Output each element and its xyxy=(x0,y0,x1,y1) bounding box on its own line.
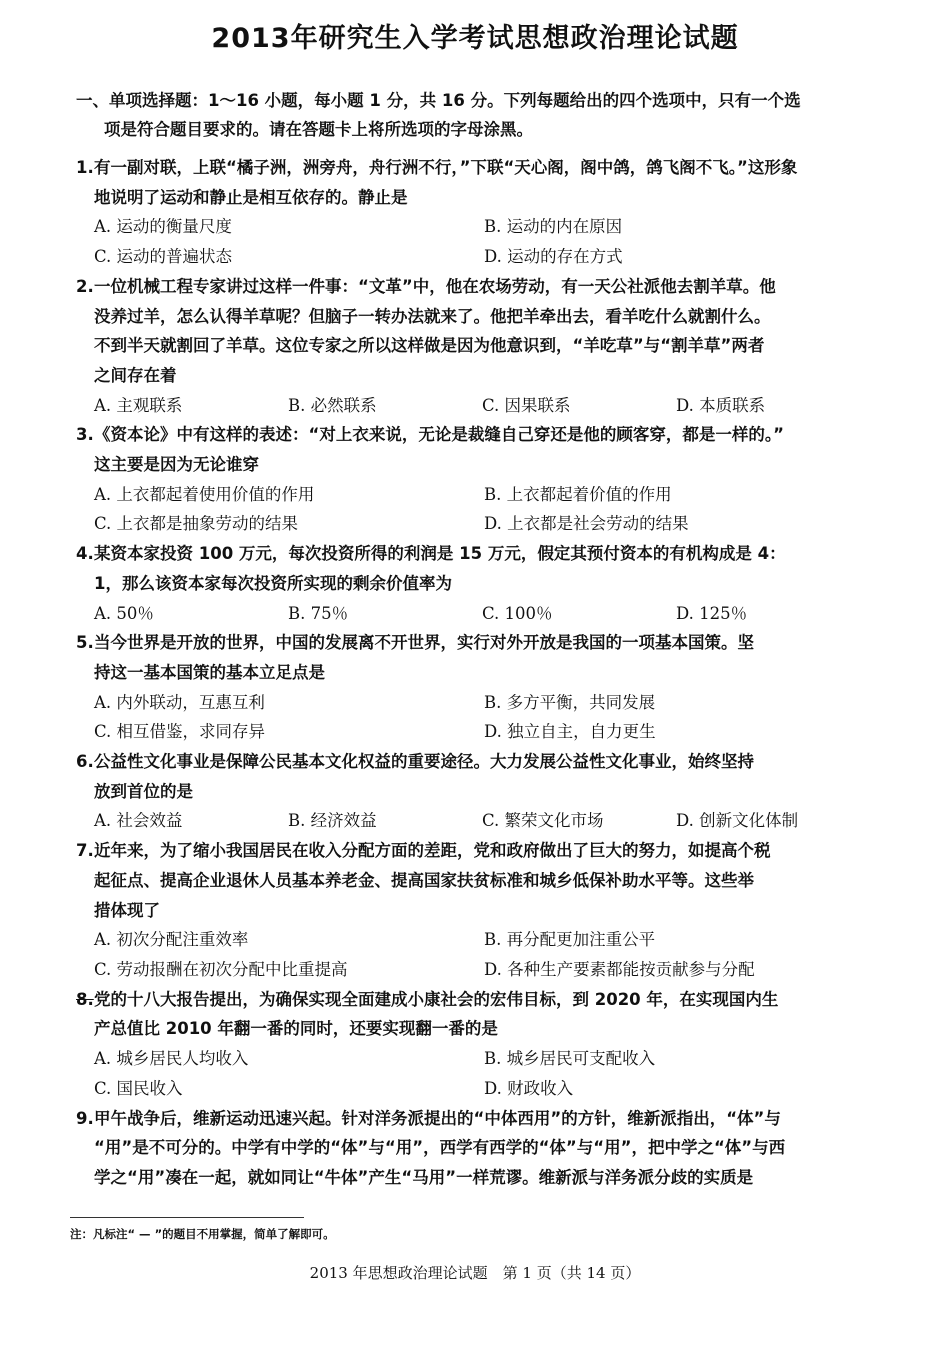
option-c: C. 繁荣文化市场 xyxy=(482,811,604,831)
question-stem xyxy=(76,420,876,479)
question-text: 学之“用”凑在一起，就如同让“牛体”产生“马用”一样荒谬。维新派与洋务派分歧的实质是 xyxy=(94,1167,754,1187)
option-list xyxy=(76,212,876,271)
option-c: C. 因果联系 xyxy=(482,395,571,415)
question-number: 6. xyxy=(76,752,94,772)
question-text: 不到半天就割回了羊草。这位专家之所以这样做是因为他意识到，“羊吃草”与“割羊草”两者 xyxy=(94,336,765,356)
option-b: B. 再分配更加注重公平 xyxy=(484,930,656,950)
question-number: 7. xyxy=(76,841,94,861)
question-number: 9. xyxy=(76,1108,94,1128)
option-a: A. 主观联系 xyxy=(94,395,183,415)
question-3 xyxy=(76,420,876,539)
option-c: C. 100％ xyxy=(482,603,553,623)
stem-first-line xyxy=(76,153,876,183)
question-stem xyxy=(76,539,876,598)
option-d: D. 运动的存在方式 xyxy=(484,247,623,267)
question-stem xyxy=(76,747,876,806)
question-stem xyxy=(76,985,876,1044)
option-b: B. 运动的内在原因 xyxy=(484,217,623,237)
question-6 xyxy=(76,747,876,836)
option-c: C. 劳动报酬在初次分配中比重提高 xyxy=(94,959,348,979)
question-7 xyxy=(76,836,876,985)
question-text: 党的十八大报告提出，为确保实现全面建成小康社会的宏伟目标，到 2020 年，在实现国内生 xyxy=(94,989,779,1009)
question-text: 产总值比 2010 年翻一番的同时，还要实现翻一番的是 xyxy=(94,1019,498,1039)
option-c: C. 国民收入 xyxy=(94,1078,183,1098)
option-list xyxy=(76,688,876,747)
option-d: D. 独立自主，自力更生 xyxy=(484,722,656,742)
option-d: D. 125％ xyxy=(676,603,748,623)
question-text: 公益性文化事业是保障公民基本文化权益的重要途径。大力发展公益性文化事业，始终坚持 xyxy=(94,752,754,772)
section-heading-line-1: 一、单项选择题：1～16 小题，每小题 1 分，共 16 分。下列每题给出的四个选项中，只有一个选 xyxy=(76,91,801,110)
option-list xyxy=(76,1044,876,1103)
option-b: B. 75％ xyxy=(288,603,349,623)
option-c: C. 相互借鉴，求同存异 xyxy=(94,722,266,742)
option-b: B. 经济效益 xyxy=(288,811,377,831)
option-list xyxy=(76,806,876,836)
question-text: 之间存在着 xyxy=(94,365,177,385)
stem-first-line xyxy=(76,628,876,658)
option-d: D. 创新文化体制 xyxy=(676,811,799,831)
option-a: A. 内外联动，互惠互利 xyxy=(94,692,265,712)
question-list xyxy=(76,153,876,1193)
stem-first-line xyxy=(76,747,876,777)
question-text: 当今世界是开放的世界，中国的发展离不开世界，实行对外开放是我国的一项基本国策。坚 xyxy=(94,633,754,653)
question-stem xyxy=(76,628,876,687)
question-number: 1. xyxy=(76,158,94,177)
question-2 xyxy=(76,272,876,421)
question-text: 措体现了 xyxy=(94,900,160,920)
option-a: A. 运动的衡量尺度 xyxy=(94,217,232,237)
page-footer: 2013 年思想政治理论试题 第 1 页（共 14 页） xyxy=(309,1264,641,1282)
question-5 xyxy=(76,628,876,747)
question-text: 《资本论》中有这样的表述：“对上衣来说，无论是裁缝自己穿还是他的顾客穿，都是一样的。” xyxy=(94,425,784,445)
question-text: 地说明了运动和静止是相互依存的。静止是 xyxy=(94,187,408,207)
option-a: A. 初次分配注重效率 xyxy=(94,930,249,950)
option-c: C. 上衣都是抽象劳动的结果 xyxy=(94,514,299,534)
option-a: A. 城乡居民人均收入 xyxy=(94,1049,249,1069)
option-list xyxy=(76,480,876,539)
question-stem xyxy=(76,153,876,212)
question-text: 放到首位的是 xyxy=(94,781,193,801)
question-9 xyxy=(76,1104,876,1193)
question-1 xyxy=(76,153,876,272)
option-b: B. 必然联系 xyxy=(288,395,377,415)
question-stem xyxy=(76,836,876,925)
option-d: D. 各种生产要素都能按贡献参与分配 xyxy=(484,959,755,979)
option-list xyxy=(76,391,876,421)
stem-first-line xyxy=(76,272,876,302)
question-text: 某资本家投资 100 万元，每次投资所得的利润是 15 万元，假定其预付资本的有机构成是 4： xyxy=(94,544,786,564)
question-text: 没养过羊，怎么认得羊草呢？但脑子一转办法就来了。他把羊牵出去，看羊吃什么就割什么。 xyxy=(94,306,771,326)
option-a: A. 50％ xyxy=(94,603,154,623)
question-number: 4. xyxy=(76,544,94,564)
question-text: 1，那么该资本家每次投资所实现的剩余价值率为 xyxy=(94,573,452,593)
question-text: 甲午战争后，维新运动迅速兴起。针对洋务派提出的“中体西用”的方针，维新派指出，“体”与 xyxy=(94,1108,781,1128)
option-list xyxy=(76,925,876,984)
question-text: “用”是不可分的。中学有中学的“体”与“用”，西学有西学的“体”与“用”，把中学之“体”与西 xyxy=(94,1138,786,1158)
stem-first-line xyxy=(76,1104,876,1134)
option-d: D. 本质联系 xyxy=(676,395,766,415)
question-number: 2. xyxy=(76,276,94,296)
question-text: 起征点、提高企业退休人员基本养老金、提高国家扶贫标准和城乡低保补助水平等。这些举 xyxy=(94,870,754,890)
option-d: D. 上衣都是社会劳动的结果 xyxy=(484,514,689,534)
stem-first-line xyxy=(76,836,876,866)
section-heading xyxy=(76,86,876,144)
question-8 xyxy=(76,985,876,1104)
option-b: B. 城乡居民可支配收入 xyxy=(484,1049,656,1069)
option-c: C. 运动的普遍状态 xyxy=(94,247,233,267)
option-b: B. 上衣都起着价值的作用 xyxy=(484,484,672,504)
option-d: D. 财政收入 xyxy=(484,1078,574,1098)
footnote-divider xyxy=(70,1217,304,1218)
section-heading-line-2: 项是符合题目要求的。请在答题卡上将所选项的字母涂黑。 xyxy=(104,120,533,139)
question-number: 8. xyxy=(76,989,94,1009)
question-text: 一位机械工程专家讲过这样一件事：“文革”中，他在农场劳动，有一天公社派他去割羊草。他 xyxy=(94,276,776,296)
question-4 xyxy=(76,539,876,628)
stem-first-line xyxy=(76,539,876,569)
footnote: 注：凡标注“ — ”的题目不用掌握，简单了解即可。 xyxy=(70,1227,335,1241)
stem-first-line xyxy=(76,985,876,1015)
page-title: 2013年研究生入学考试思想政治理论试题 xyxy=(211,23,739,54)
question-stem xyxy=(76,1104,876,1193)
question-number: 3. xyxy=(76,425,94,445)
option-b: B. 多方平衡，共同发展 xyxy=(484,692,656,712)
question-text: 近年来，为了缩小我国居民在收入分配方面的差距，党和政府做出了巨大的努力，如提高个税 xyxy=(94,841,771,861)
option-a: A. 社会效益 xyxy=(94,811,183,831)
option-a: A. 上衣都起着使用价值的作用 xyxy=(94,484,315,504)
question-number: 5. xyxy=(76,633,94,653)
question-text: 持这一基本国策的基本立足点是 xyxy=(94,662,325,682)
question-text: 这主要是因为无论谁穿 xyxy=(94,455,259,475)
stem-first-line xyxy=(76,420,876,450)
option-list xyxy=(76,599,876,629)
question-text: 有一副对联，上联“橘子洲，洲旁舟，舟行洲不行，”下联“天心阁，阁中鸽，鸽飞阁不飞。”这形象 xyxy=(94,158,798,177)
question-stem xyxy=(76,272,876,391)
